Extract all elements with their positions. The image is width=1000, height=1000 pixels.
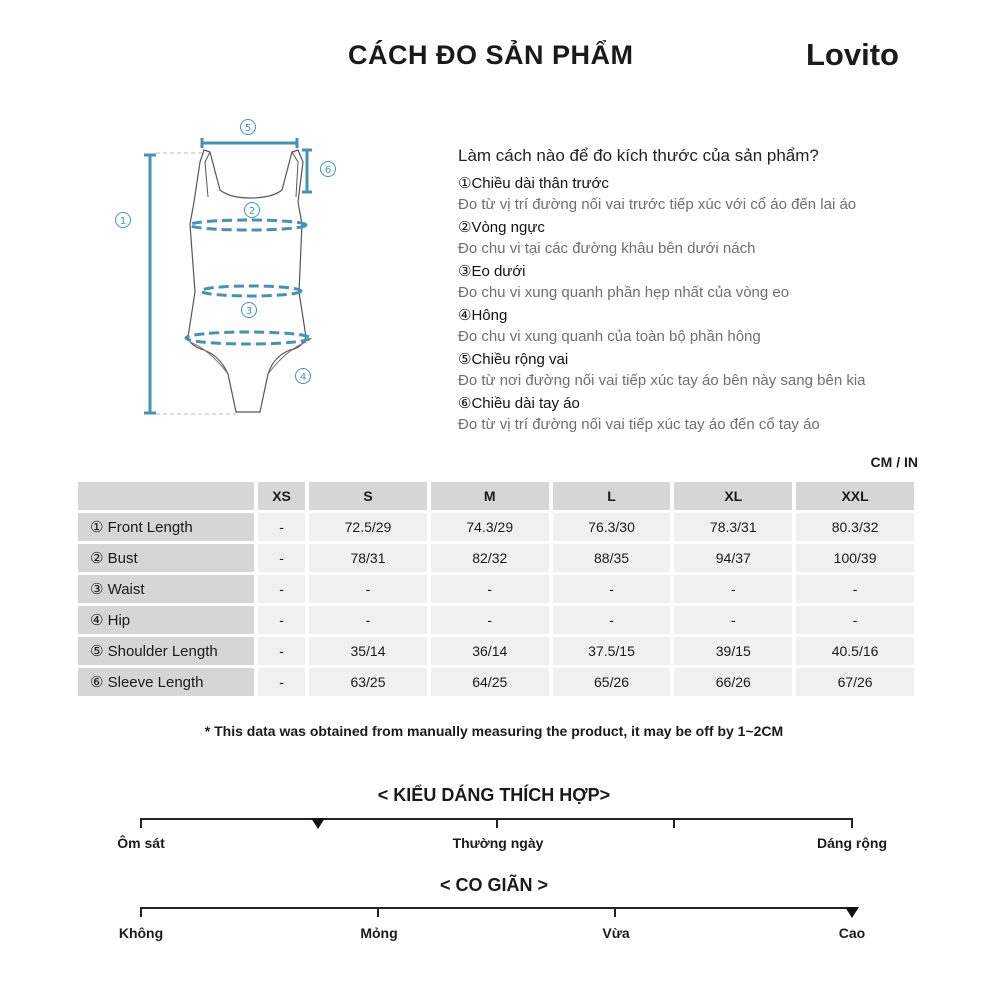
- table-cell: 100/39: [796, 544, 914, 572]
- table-cell: 63/25: [309, 668, 427, 696]
- svg-text:1: 1: [119, 216, 127, 227]
- fit-scale-tick: [851, 818, 853, 828]
- table-cell: 94/37: [674, 544, 792, 572]
- guide-item: [458, 393, 978, 436]
- guide-item-desc: Đo từ nơi đường nối vai tiếp xúc tay áo bên này sang bên kia: [458, 372, 866, 389]
- size-header: M: [431, 482, 549, 510]
- guide-item: [458, 261, 978, 304]
- table-cell: -: [796, 606, 914, 634]
- table-cell: -: [258, 513, 305, 541]
- table-cell: -: [258, 606, 305, 634]
- row-label: ② Bust: [78, 544, 254, 572]
- table-row: [78, 575, 914, 603]
- brand-logo: Lovito: [806, 37, 899, 72]
- guide-item: [458, 349, 978, 392]
- table-cell: -: [674, 606, 792, 634]
- svg-text:2: 2: [248, 206, 256, 217]
- fit-scale-tick: [140, 818, 142, 828]
- svg-text:3: 3: [245, 306, 253, 317]
- marker-6: [321, 162, 336, 177]
- fit-scale-tick: [673, 818, 675, 828]
- guide-item-name: ⑥Chiều dài tay áo: [458, 395, 580, 412]
- table-cell: 72.5/29: [309, 513, 427, 541]
- table-cell: 76.3/30: [553, 513, 671, 541]
- row-label: ⑥ Sleeve Length: [78, 668, 254, 696]
- measuring-guide: [458, 146, 978, 437]
- stretch-scale-tick: [614, 907, 616, 917]
- measurement-note: * This data was obtained from manually measuring the product, it may be off by 1~2CM: [204, 723, 784, 739]
- stretch-scale-label: Cao: [838, 925, 866, 941]
- table-cell: -: [258, 637, 305, 665]
- table-cell: 82/32: [431, 544, 549, 572]
- size-header: XS: [258, 482, 305, 510]
- stretch-scale-title: < CO GIÃN >: [439, 875, 549, 895]
- table-cell: -: [796, 575, 914, 603]
- marker-3: [242, 303, 257, 318]
- stretch-scale-tick: [140, 907, 142, 917]
- guide-item-name: ⑤Chiều rộng vai: [458, 351, 569, 368]
- marker-4: [296, 369, 311, 384]
- marker-5: [241, 120, 256, 135]
- unit-label: CM / IN: [870, 454, 918, 470]
- table-cell: -: [258, 575, 305, 603]
- row-label: ③ Waist: [78, 575, 254, 603]
- table-cell: -: [309, 606, 427, 634]
- table-cell: 37.5/15: [553, 637, 671, 665]
- size-header: XL: [674, 482, 792, 510]
- table-cell: 88/35: [553, 544, 671, 572]
- stretch-scale-label: Mỏng: [360, 925, 398, 941]
- size-header: L: [553, 482, 671, 510]
- guide-item-name: ①Chiều dài thân trước: [458, 175, 609, 192]
- table-cell: -: [258, 544, 305, 572]
- table-cell: 35/14: [309, 637, 427, 665]
- fit-scale-label: Dáng rộng: [817, 835, 887, 851]
- marker-1: [116, 213, 131, 228]
- table-cell: -: [309, 575, 427, 603]
- fit-scale-label: Ôm sát: [117, 835, 165, 851]
- guide-item-name: ④Hông: [458, 307, 508, 324]
- guide-item-name: ③Eo dưới: [458, 263, 526, 280]
- marker-2: [245, 203, 260, 218]
- table-corner: [78, 482, 254, 510]
- fit-scale-tick: [496, 818, 498, 828]
- table-row: [78, 606, 914, 634]
- stretch-scale-line: [141, 907, 853, 909]
- svg-text:4: 4: [299, 372, 307, 383]
- table-cell: 39/15: [674, 637, 792, 665]
- table-row: [78, 513, 914, 541]
- fit-scale-title: < KIỂU DÁNG THÍCH HỢP>: [377, 785, 611, 805]
- table-cell: -: [258, 668, 305, 696]
- guide-item-name: ②Vòng ngực: [458, 219, 545, 236]
- table-cell: 65/26: [553, 668, 671, 696]
- stretch-scale-label: Vừa: [602, 925, 630, 941]
- table-header-row: [78, 482, 914, 510]
- table-cell: 80.3/32: [796, 513, 914, 541]
- guide-item: [458, 173, 978, 216]
- row-label: ④ Hip: [78, 606, 254, 634]
- table-row: [78, 668, 914, 696]
- guide-item-desc: Đo chu vi xung quanh của toàn bộ phần hông: [458, 328, 761, 345]
- table-cell: 78/31: [309, 544, 427, 572]
- guide-item: [458, 217, 978, 260]
- table-cell: 66/26: [674, 668, 792, 696]
- guide-item: [458, 305, 978, 348]
- guide-item-desc: Đo từ vị trí đường nối vai tiếp xúc tay áo đến cổ tay áo: [458, 416, 820, 433]
- size-table: [74, 479, 918, 699]
- size-header: S: [309, 482, 427, 510]
- stretch-scale-pointer-icon: [845, 907, 859, 918]
- garment-diagram: [110, 112, 350, 424]
- guide-question: Làm cách nào để đo kích thước của sản phẩm?: [458, 146, 819, 165]
- table-row: [78, 637, 914, 665]
- table-cell: -: [431, 575, 549, 603]
- table-cell: 64/25: [431, 668, 549, 696]
- svg-text:5: 5: [244, 123, 252, 134]
- guide-item-desc: Đo chu vi tại các đường khâu bên dưới nách: [458, 240, 756, 257]
- stretch-scale-label: Không: [118, 925, 164, 941]
- table-cell: 36/14: [431, 637, 549, 665]
- page-title: CÁCH ĐO SẢN PHẨM: [348, 40, 634, 70]
- row-label: ① Front Length: [78, 513, 254, 541]
- fit-scale-label: Thường ngày: [452, 835, 544, 851]
- table-row: [78, 544, 914, 572]
- table-cell: 40.5/16: [796, 637, 914, 665]
- table-cell: -: [553, 575, 671, 603]
- row-label: ⑤ Shoulder Length: [78, 637, 254, 665]
- guide-item-desc: Đo chu vi xung quanh phần hẹp nhất của vòng eo: [458, 284, 790, 301]
- table-cell: -: [553, 606, 671, 634]
- guide-item-desc: Đo từ vị trí đường nối vai trước tiếp xúc với cổ áo đến lai áo: [458, 196, 857, 213]
- size-header: XXL: [796, 482, 914, 510]
- svg-text:6: 6: [324, 165, 332, 176]
- table-cell: -: [431, 606, 549, 634]
- table-cell: 78.3/31: [674, 513, 792, 541]
- table-cell: -: [674, 575, 792, 603]
- stretch-scale-tick: [377, 907, 379, 917]
- fit-scale-pointer-icon: [311, 818, 325, 829]
- table-cell: 74.3/29: [431, 513, 549, 541]
- table-cell: 67/26: [796, 668, 914, 696]
